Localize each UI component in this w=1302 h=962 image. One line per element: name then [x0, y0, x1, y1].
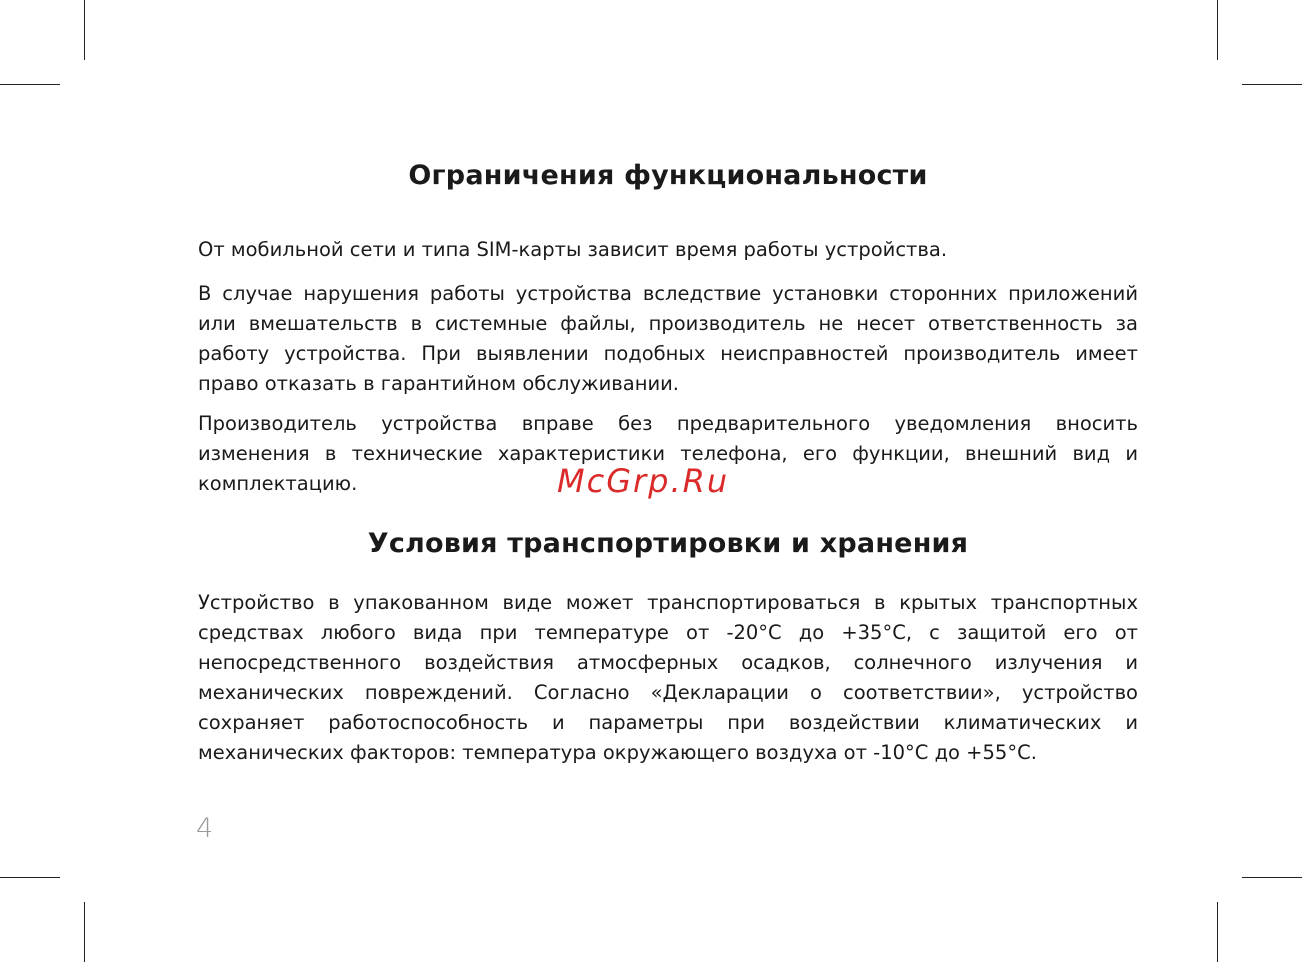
- paragraph-manufacturer-changes: Производитель устройства вправе без предварительного уведомления вносить изменения в технические характеристики телефона, его функции, внешний вид и комплектацию.: [198, 412, 1138, 495]
- crop-mark-bottom-left-horizontal: [0, 877, 60, 878]
- paragraph-transport-conditions: Устройство в упакованном виде может транспортироваться в крытых транспортных средствах любого вида при температуре от -20°С до +35°С, с защитой его от непосредственного воздействия атмосферных осадков, солнечного излучения и механических повреждений. Согласно «Декларации о соответствии», устройство сохраняет работоспособность и параметры при воздействии климатических и механических факторов: температура окружающего воздуха от -10°С до +55°С.: [198, 591, 1138, 764]
- page-number: 4: [196, 813, 214, 844]
- crop-mark-top-left-horizontal: [0, 84, 60, 85]
- crop-mark-top-left-vertical: [84, 0, 85, 60]
- crop-mark-bottom-right-horizontal: [1242, 877, 1302, 878]
- crop-mark-bottom-left-vertical: [84, 902, 85, 962]
- section-title-transport-storage: Условия транспортировки и хранения: [367, 528, 969, 559]
- paragraph-battery-time: От мобильной сети и типа SIM-карты зависит время работы устройства.: [198, 238, 948, 261]
- section-title-functionality-limits: Ограничения функциональности: [408, 160, 928, 191]
- crop-mark-top-right-vertical: [1217, 0, 1218, 60]
- paragraph-third-party-apps: В случае нарушения работы устройства вследствие установки сторонних приложений или вмешательств в системные файлы, производитель не несет ответственность за работу устройства. При выявлении подобных неисправностей производитель имеет право отказать в гарантийном обслуживании.: [198, 282, 1138, 395]
- watermark: McGrp.Ru: [557, 462, 730, 500]
- crop-mark-bottom-right-vertical: [1217, 902, 1218, 962]
- crop-mark-top-right-horizontal: [1242, 84, 1302, 85]
